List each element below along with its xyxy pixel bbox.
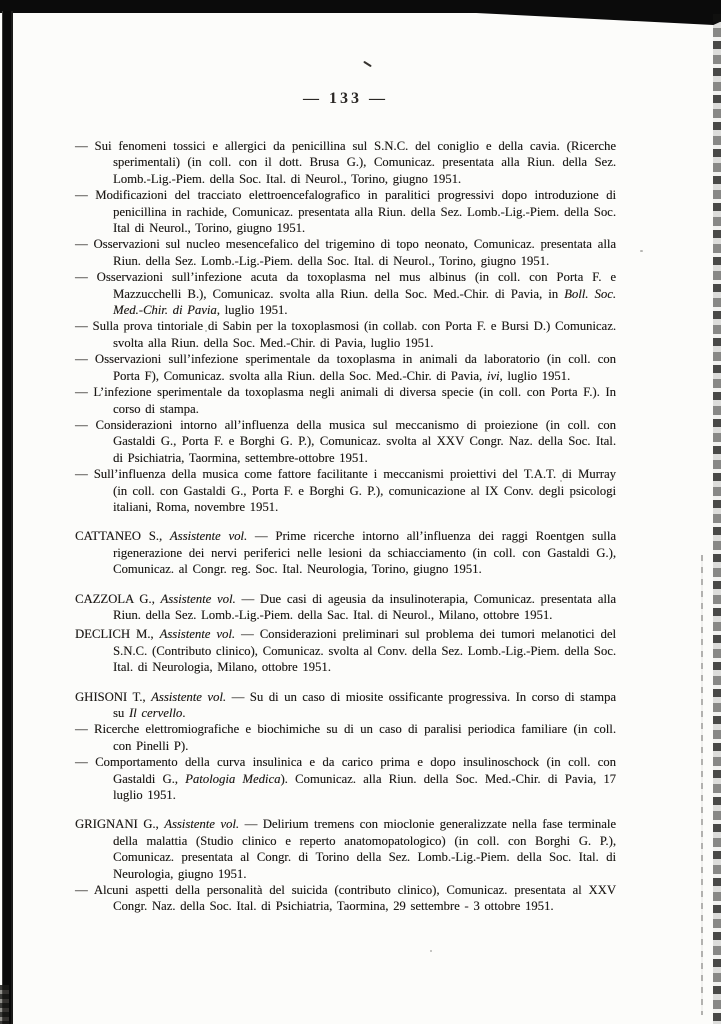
entry-italic-text: Assistente vol. — [160, 591, 236, 606]
entry-text: , luglio 1951. — [499, 368, 571, 383]
entry-text: — Modificazioni del tracciato elettroencefalografico in paralitici progressivi dopo introduzione di penicillina in rachide, Comunicaz. presentata alla Riun. della Sez. Lomb.-Lig.-Piem. della Soc. Ital di Neurol., Torino, giugno 1951. — [75, 188, 616, 236]
page-content — [75, 0, 616, 915]
bibliography-entry — [75, 384, 616, 417]
bibliography-entry — [75, 466, 616, 515]
entry-text: , luglio 1951. — [216, 303, 288, 318]
bibliography-entry — [75, 721, 616, 754]
scan-right-faint-line — [701, 555, 703, 1015]
entry-text: ). Comunicaz. alla Riun. della Soc. Med.-Chir. di Pavia, 17 luglio 1951. — [113, 771, 617, 803]
entry-text: . — [182, 706, 186, 720]
entry-text: — Ricerche elettromiografiche e biochimiche su di un caso di paralisi periodica familiare (in coll. con Pinelli P). — [75, 722, 616, 753]
entry-italic-text: Boll. Soc. Med.-Chir. di Pavia — [113, 286, 617, 318]
author-entry — [75, 626, 616, 675]
entry-text: — Prime ricerche intorno all’influenza dei raggi Roentgen sulla rigenerazione dei nervi periferici nelle lesioni da schiacciamento (in coll. con Gastaldi G.), Comunicaz. al Congr. reg. Soc. Ital. Neurologia, Torino, giugno 1951. — [113, 529, 616, 577]
entry-text: — Alcuni aspetti della personalità del suicida (contributo clinico), Comunicaz. presentata al XXV Congr. Naz. della Soc. Ital. di Psichiatria, Taormina, 29 settembre - 3 ottobre 1951. — [75, 883, 616, 914]
page-number: — 133 — — [303, 90, 388, 107]
entry-text: — Su di un caso di miosite ossificante progressiva. In corso di stampa su — [113, 689, 617, 720]
bibliography-entry — [75, 236, 616, 269]
scan-left-bar — [2, 11, 13, 1024]
bibliography-entry — [75, 882, 616, 915]
entry-text: — Comportamento della curva insulinica e da carico prima e dopo insulinoschock (in coll. con Gastaldi G., — [75, 755, 616, 786]
bibliography-entry — [75, 138, 616, 187]
ink-speck — [128, 760, 130, 762]
entry-italic-text: Il cervello — [128, 706, 183, 720]
entry-italic-text: Assistente vol. — [164, 817, 240, 832]
entry-text: — Sull’influenza della musica come fattore facilitante i meccanismi proiettivi del T.A.T. di Murray (in coll. con Gastaldi G., Porta F. e Borghi G. P.), comunicazione al IX Conv. degli psicologi italiani, Roma, novembre 1951. — [75, 467, 616, 514]
ink-speck — [640, 250, 643, 252]
entry-italic-text: ivi — [486, 368, 500, 383]
bibliography-entry — [75, 269, 616, 318]
bibliography-entry — [75, 318, 616, 351]
ink-speck — [560, 480, 562, 482]
entry-italic-text: Assistente vol. — [169, 529, 248, 544]
entry-text: — Sui fenomeni tossici e allergici da penicillina sul S.N.C. del coniglio e della cavia. (Ricerche sperimentali) (in coll. con il dott. Brusa G.), Comunicaz. presentata alla Riun. della Sez. Lomb.-Lig.-Piem. della Soc. Ital. di Neurol., Torino, giugno 1951. — [75, 139, 616, 186]
scan-left-bar-foot — [0, 985, 9, 1024]
bibliography-entry — [75, 351, 616, 384]
ink-speck — [205, 330, 207, 332]
entry-italic-text: Patologia Medica — [185, 771, 281, 786]
author-entry — [75, 689, 616, 722]
ink-speck — [430, 950, 432, 952]
entry-text: CATTANEO S., — [75, 529, 170, 544]
bibliography-entry — [75, 187, 616, 236]
author-entry — [75, 816, 616, 882]
entry-text: — Due casi di ageusia da insulinoterapia, Comunicaz. presentata alla Riun. della Sez. Lomb.-Lig.-Piem. della Sac. Ital. di Neurol., Milano, ottobre 1951. — [113, 591, 617, 622]
entry-text: — Delirium tremens con mioclonie generalizzate nella fase terminale della malattia (Studio clinico e reperto anatomopatologico) (in coll. con Borghi G. P.), Comunicaz. presentata al Congr. di Torino della Sez. Lomb.-Lig.-Piem. della Soc. Ital. di Neurologia, giugno 1951. — [113, 817, 617, 881]
entry-text: DECLICH M., — [75, 627, 160, 642]
entry-text: — Sulla prova tintoriale di Sabin per la toxoplasmosi (in collab. con Porta F. e Bursi D.) Comunicaz. svolta alla Riun. della Soc. Med.-Chir. di Pavia, luglio 1951. — [75, 319, 616, 350]
entry-italic-text: Assistente vol. — [151, 689, 227, 704]
bibliography-list — [75, 138, 616, 915]
entry-text: — L’infezione sperimentale da toxoplasma negli animali di diversa specie (in coll. con Porta F.). In corso di stampa. — [75, 385, 616, 416]
entry-text: — Osservazioni sull’infezione sperimentale da toxoplasma in animali da laboratorio (in coll. con Porta F), Comunicaz. svolta alla Riun. della Soc. Med.-Chir. di Pavia, — [75, 352, 616, 383]
scan-right-edge — [713, 14, 721, 1024]
entry-text: — Osservazioni sull’infezione acuta da toxoplasma nel mus albinus (in coll. con Porta F. e Mazzucchelli B.), Comunicaz. svolta alla Riun. della Soc. Med.-Chir. di Pavia, in — [75, 270, 616, 301]
bibliography-entry — [75, 754, 616, 803]
entry-text: — Considerazioni intorno all’influenza della musica sul meccanismo di proiezione (in coll. con Gastaldi G., Porta F. e Borghi G. P.), Comunicaz. svolta al XXV Congr. Naz. della Soc. Ital. di Psichiatria, Taormina, settembre-ottobre 1951. — [75, 417, 616, 465]
entry-text: CAZZOLA G., — [75, 591, 161, 606]
entry-text: GHISONI T., — [75, 689, 152, 704]
entry-italic-text: Assistente vol. — [159, 627, 236, 642]
bibliography-entry — [75, 417, 616, 466]
author-entry — [75, 528, 616, 577]
entry-text: — Considerazioni preliminari sul problema dei tumori melanotici del S.N.C. (Contributo clinico), Comunicaz. svolta al Conv. della Sez. Lomb.-Lig.-Piem. della Soc. Ital. di Neurologia, Milano, ottobre 1951. — [113, 627, 616, 675]
entry-text: GRIGNANI G., — [75, 817, 165, 832]
entry-text: — Osservazioni sul nucleo mesencefalico del trigemino di topo neonato, Comunicaz. presentata alla Riun. della Sez. Lomb.-Lig.-Piem. della Soc. Ital. di Neurol., Torino, giugno 1951. — [75, 237, 616, 268]
author-entry — [75, 591, 616, 624]
